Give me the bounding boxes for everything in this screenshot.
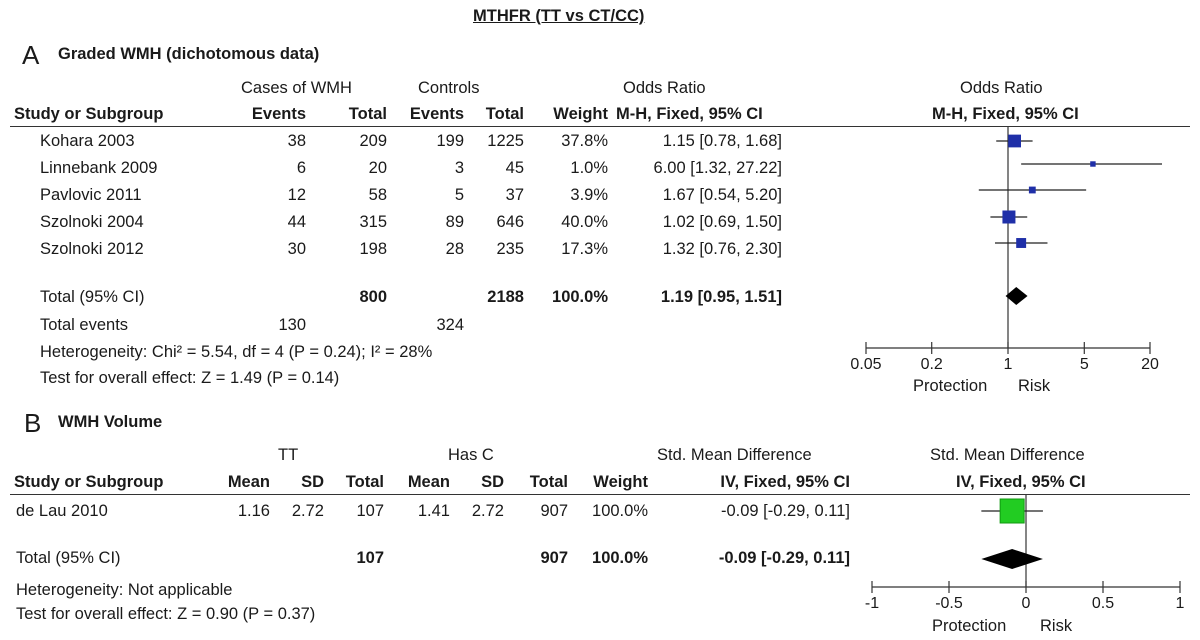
col-events2-a: Events [409,105,464,123]
panel-a-effect-header: Odds Ratio [623,79,706,97]
pooled-diamond [981,549,1043,569]
total-events-label-a: Total events [40,316,129,334]
tick-label: 1 [1003,356,1013,373]
study-marker [1000,499,1024,523]
panel-b-group1-header: TT [278,446,299,464]
col-study-a: Study or Subgroup [14,105,164,123]
study-ci: 1.02 [0.69, 1.50] [662,213,782,231]
study-ci: 6.00 [1.32, 27.22] [653,159,782,177]
total-cases: 20 [368,159,387,177]
study-name: Kohara 2003 [40,132,135,150]
study-weight: 100.0% [592,502,648,520]
total-weight-b: 100.0% [592,549,648,567]
col-sd2-b: SD [481,473,504,491]
col-plot-b: IV, Fixed, 95% CI [956,473,1086,491]
panel-a-plot-header: Odds Ratio [960,79,1043,97]
mean-hasc: 1.41 [417,502,450,520]
heterogeneity-b: Heterogeneity: Not applicable [16,581,233,599]
favours-left-b: Protection [932,617,1007,635]
panel-a-letter: A [22,40,40,70]
total-events-e1-a: 130 [278,316,306,334]
events-cases: 44 [287,213,306,231]
tick-label: 0 [1021,595,1031,612]
study-ci: -0.09 [-0.29, 0.11] [720,502,850,520]
study-name: Szolnoki 2012 [40,240,144,258]
sd-tt: 2.72 [291,502,324,520]
mean-tt: 1.16 [237,502,270,520]
study-name: de Lau 2010 [16,502,108,520]
events-controls: 28 [445,240,464,258]
total-ci-b: -0.09 [-0.29, 0.11] [718,549,850,567]
total-cases: 315 [359,213,387,231]
col-weight-b: Weight [593,473,648,491]
total-controls: 646 [496,213,524,231]
panel-b-group2-header: Has C [448,446,494,464]
total-t2-b: 907 [540,549,568,567]
total-label-b: Total (95% CI) [16,549,121,567]
events-controls: 89 [445,213,464,231]
study-weight: 17.3% [561,240,608,258]
col-mean1-b: Mean [227,473,270,491]
panel-a-group2-header: Controls [418,79,480,97]
tick-label: 5 [1079,356,1089,373]
total-cases: 209 [359,132,387,150]
overall-effect-a: Test for overall effect: Z = 1.49 (P = 0.14) [40,369,340,387]
col-plot-a: M-H, Fixed, 95% CI [932,105,1079,123]
total-ci-a: 1.19 [0.95, 1.51] [660,288,782,306]
total-cases: 58 [368,186,387,204]
study-weight: 40.0% [561,213,608,231]
tick-label: 1 [1175,595,1185,612]
col-total2-b: Total [529,473,568,491]
total-t1-a: 800 [359,288,387,306]
col-weight-a: Weight [553,105,608,123]
panel-b-letter: B [24,408,42,438]
col-total1-a: Total [348,105,387,123]
study-name: Szolnoki 2004 [40,213,144,231]
total-controls: 1225 [487,132,524,150]
col-events1-a: Events [251,105,306,123]
study-ci: 1.32 [0.76, 2.30] [662,240,782,258]
study-name: Linnebank 2009 [40,159,158,177]
heterogeneity-a: Heterogeneity: Chi² = 5.54, df = 4 (P = 0.24); I² = 28% [40,343,433,361]
col-mean2-b: Mean [407,473,450,491]
panel-a-title: Graded WMH (dichotomous data) [58,45,320,63]
main-title: MTHFR (TT vs CT/CC) [473,7,645,25]
total-t2-a: 2188 [487,288,524,306]
study-weight: 1.0% [570,159,608,177]
events-cases: 30 [287,240,306,258]
events-cases: 38 [287,132,306,150]
events-cases: 6 [296,159,306,177]
panel-b-effect-header: Std. Mean Difference [657,446,812,464]
study-weight: 37.8% [561,132,608,150]
panel-b-title: WMH Volume [58,413,163,431]
study-ci: 1.15 [0.78, 1.68] [662,132,782,150]
tick-label: 0.5 [1091,595,1115,612]
sd-hasc: 2.72 [471,502,504,520]
favours-right-b: Risk [1040,617,1073,635]
tick-label: 20 [1141,356,1159,373]
total-t1-b: 107 [356,549,384,567]
total-controls: 235 [496,240,524,258]
favours-right-a: Risk [1018,377,1051,395]
favours-left-a: Protection [913,377,988,395]
events-controls: 199 [436,132,464,150]
col-study-b: Study or Subgroup [14,473,164,491]
tick-label: 0.05 [850,356,882,373]
col-ci-a: M-H, Fixed, 95% CI [616,105,763,123]
total-tt: 107 [356,502,384,520]
study-weight: 3.9% [570,186,608,204]
panel-b-plot-header: Std. Mean Difference [930,446,1085,464]
study-name: Pavlovic 2011 [40,186,142,204]
study-ci: 1.67 [0.54, 5.20] [662,186,782,204]
events-cases: 12 [287,186,306,204]
events-controls: 5 [454,186,464,204]
col-total1-b: Total [345,473,384,491]
events-controls: 3 [454,159,464,177]
total-cases: 198 [359,240,387,258]
col-sd1-b: SD [301,473,324,491]
panel-a-group1-header: Cases of WMH [241,79,352,97]
tick-label: 0.2 [920,356,943,373]
total-events-e2-a: 324 [436,316,464,334]
total-controls: 37 [505,186,524,204]
col-ci-b: IV, Fixed, 95% CI [720,473,850,491]
tick-label: -1 [864,595,880,612]
tick-label: -0.5 [935,595,963,612]
total-hasc: 907 [540,502,568,520]
total-controls: 45 [505,159,524,177]
total-weight-a: 100.0% [552,288,608,306]
col-total2-a: Total [485,105,524,123]
total-label-a: Total (95% CI) [40,288,145,306]
overall-effect-b: Test for overall effect: Z = 0.90 (P = 0.37) [16,605,316,623]
